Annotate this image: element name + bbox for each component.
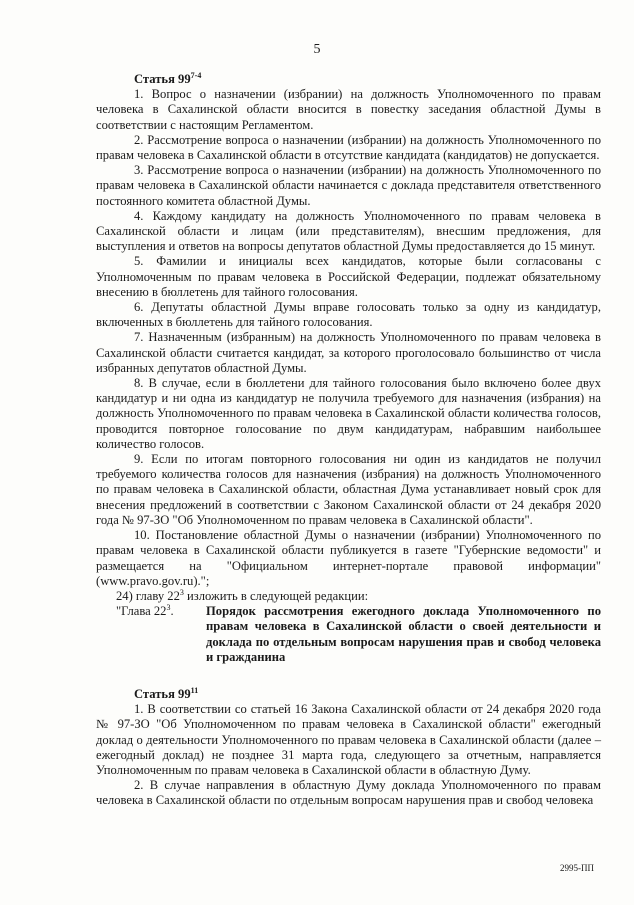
- document-code: 2995-ПП: [560, 863, 594, 873]
- page-number: 5: [313, 42, 321, 57]
- item-24: [96, 589, 601, 604]
- item-24-suffix: изложить в следующей редакции:: [183, 588, 369, 603]
- paragraph: 2. В случае направления в областную Думу доклада Уполномоченного по правам человека в Сахалинской области по отдельным вопросам нарушения прав и свобод человека: [96, 778, 601, 808]
- article-heading-sup: 7-4: [190, 70, 202, 80]
- paragraph: 2. Рассмотрение вопроса о назначении (избрании) на должность Уполномоченного по правам человека в Сахалинской области в отсутствие кандидата (кандидатов) не допускается.: [96, 132, 601, 163]
- chapter-label-suffix: .: [170, 604, 174, 619]
- chapter-heading: [116, 604, 601, 665]
- paragraph: 4. Каждому кандидату на должность Уполномоченного по правам человека в Сахалинской области и лицам (или представителям), внесшим предложения, для выступления и ответов на вопросы депутатов областной Думы предоставляется до 15 минут.: [96, 208, 601, 254]
- chapter-label: [116, 604, 206, 665]
- paragraph: 10. Постановление областной Думы о назначении (избрании) Уполномоченного по правам человека в Сахалинской области публикуется в газете "Губернские ведомости" и размещается на "Официальном интернет-портале правовой информации" (www.pravo.gov.ru).";: [96, 528, 601, 588]
- paragraph: 1. Вопрос о назначении (избрании) на должность Уполномоченного по правам человека в Сахалинской области вносится в повестку заседания областной Думы в соответствии с настоящим Регламентом.: [96, 87, 601, 132]
- paragraph: 6. Депутаты областной Думы вправе голосовать только за одну из кандидатур, включенных в бюллетень для тайного голосования.: [96, 300, 601, 330]
- chapter-label-sup: 3: [166, 602, 171, 612]
- document-body: [96, 64, 601, 809]
- article-heading-text: Статья 99: [134, 686, 191, 701]
- article-heading-text: Статья 99: [134, 72, 191, 86]
- paragraph: 7. Назначенным (избранным) на должность Уполномоченного по правам человека в Сахалинской области считается кандидат, за которого проголосовало большинство от числа избранных депутатов областной Думы.: [96, 330, 601, 375]
- paragraph: 9. Если по итогам повторного голосования ни один из кандидатов не получил требуемого количества голосов для назначения (избрания) на должность Уполномоченного по правам человека в Сахалинской области, областная Дума устанавливает новый срок для внесения предложений в соответствии с Законом Сахалинской области от 24 декабря 2020 года № 97-ЗО "Об Уполномоченном по правам человека в Сахалинской области".: [96, 452, 601, 527]
- paragraph: 3. Рассмотрение вопроса о назначении (избрании) на должность Уполномоченного по правам человека в Сахалинской области начинается с доклада представителя ответственного постоянного комитета областной Думы.: [96, 163, 601, 208]
- article-heading-sup: 11: [190, 685, 199, 695]
- chapter-label-prefix: "Глава 22: [116, 604, 167, 619]
- paragraph: 1. В соответствии со статьей 16 Закона Сахалинской области от 24 декабря 2020 года № 97-ЗО "Об Уполномоченном по правам человека в Сахалинской области" ежегодный доклад о деятельности Уполномоченного по правам человека в Сахалинской области (далее – ежегодный доклад) не позднее 31 марта года, следующего за отчетным, направляется Уполномоченным по правам человека в Сахалинской области в областную Думу.: [96, 702, 601, 777]
- article-heading-99-7-4: [134, 72, 601, 87]
- item-24-sup: 3: [179, 587, 184, 597]
- article-heading-99-11: [134, 687, 601, 702]
- paragraph: 5. Фамилии и инициалы всех кандидатов, которые были согласованы с Уполномоченным по правам человека в Российской Федерации, подлежат обязательному внесению в бюллетень для тайного голосования.: [96, 254, 601, 299]
- item-24-prefix: 24) главу 22: [116, 588, 180, 603]
- chapter-title: Порядок рассмотрения ежегодного доклада Уполномоченного по правам человека в Сахалинской области о своей деятельности и доклада по отдельным вопросам нарушения прав и свобод человека и гражданина: [206, 604, 601, 664]
- paragraph: 8. В случае, если в бюллетени для тайного голосования было включено более двух кандидатур и ни одна из кандидатур не получила требуемого для назначения (избрания) на должность Уполномоченного по правам человека в Сахалинской области количества голосов, проводится повторное голосование по двум кандидатурам, набравшим наибольшее количество голосов.: [96, 376, 601, 451]
